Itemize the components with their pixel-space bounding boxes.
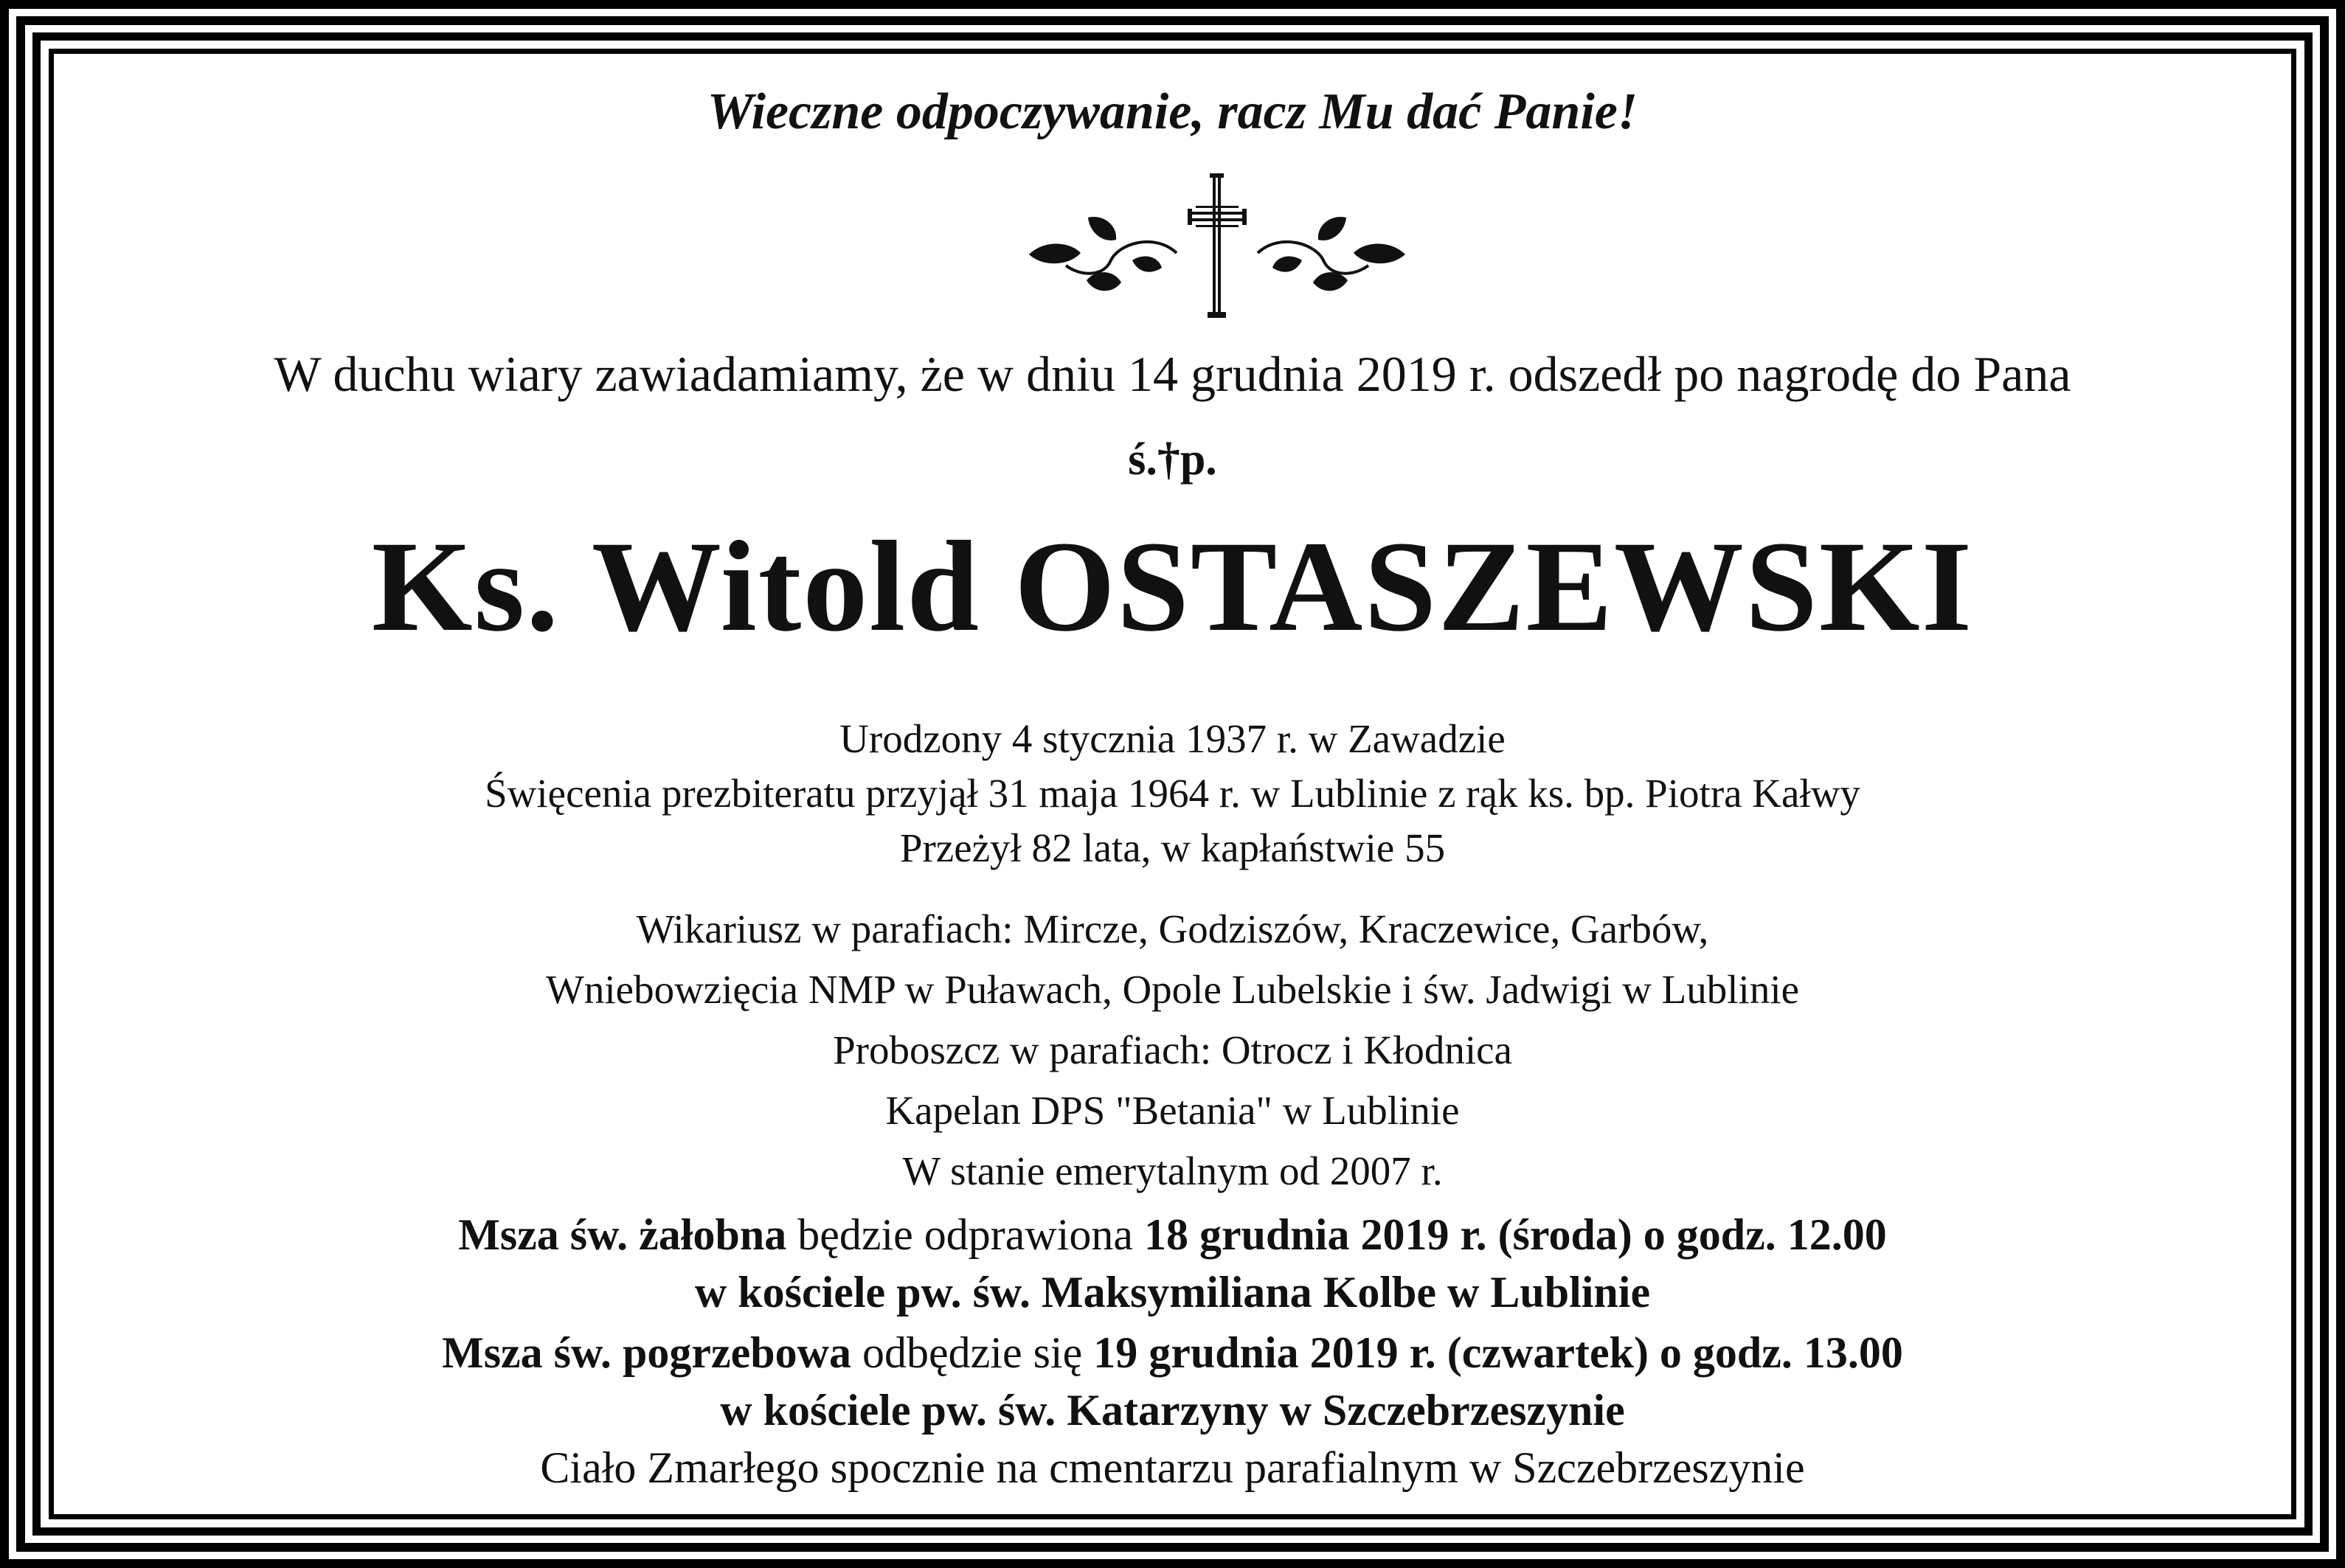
pastor-line: Proboszcz w parafiach: Otrocz i Kłodnica [833, 1027, 1512, 1072]
chaplain-line: Kapelan DPS "Betania" w Lublinie [885, 1088, 1460, 1133]
burial-line: Ciało Zmarłego spocznie na cmentarzu parafialnym w Szczebrzeszynie [540, 1443, 1805, 1492]
mass2-place-text: w kościele pw. św. Katarzyny w Szczebrzeszynie [720, 1386, 1625, 1435]
deceased-name: Ks. Witold OSTASZEWSKI [371, 515, 1974, 659]
mass1-place [44, 1267, 2301, 1318]
lived-line: Przeżył 82 lata, w kapłaństwie 55 [899, 825, 1446, 870]
born-line: Urodzony 4 stycznia 1937 r. w Zawadzie [839, 716, 1506, 761]
cross-ornament-icon [1022, 173, 1413, 321]
ordination-line: Święcenia prezbiteratu przyjął 31 maja 1964 r. w Lublinie z rąk ks. bp. Piotra Kałwy [485, 771, 1860, 816]
retired-line: W stanie emerytalnym od 2007 r. [902, 1148, 1443, 1193]
mass1-label: Msza św. żałobna [458, 1210, 787, 1259]
funeral-mass-line [44, 1328, 2301, 1378]
mass2-date: 19 grudnia 2019 r. (czwartek) o godz. 13.00 [1093, 1328, 1903, 1377]
mass1-place-text: w kościele pw. św. Maksymiliana Kolbe w Lublinie [694, 1268, 1651, 1317]
mass2-place [44, 1385, 2301, 1436]
mass2-verb: odbędzie się [851, 1328, 1094, 1377]
obituary-content [44, 0, 2301, 1568]
prayer-line: Wieczne odpoczywanie, racz Mu dać Panie! [707, 83, 1638, 140]
sp-abbreviation: ś.†p. [1128, 434, 1217, 485]
announcement-line: W duchu wiary zawiadamiamy, że w dniu 14 grudnia 2019 r. odszedł po nagrodę do Pana [274, 346, 2071, 402]
mass1-date: 18 grudnia 2019 r. (środa) o godz. 12.00 [1144, 1210, 1887, 1259]
vicar-line-2: Wniebowzięcia NMP w Puławach, Opole Lubelskie i św. Jadwigi w Lublinie [545, 967, 1800, 1012]
mourning-mass-line [44, 1210, 2301, 1260]
mass2-label: Msza św. pogrzebowa [442, 1328, 852, 1377]
vicar-line-1: Wikariusz w parafiach: Mircze, Godziszów, Kraczewice, Garbów, [636, 906, 1709, 951]
mass1-verb: będzie odprawiona [786, 1210, 1145, 1259]
